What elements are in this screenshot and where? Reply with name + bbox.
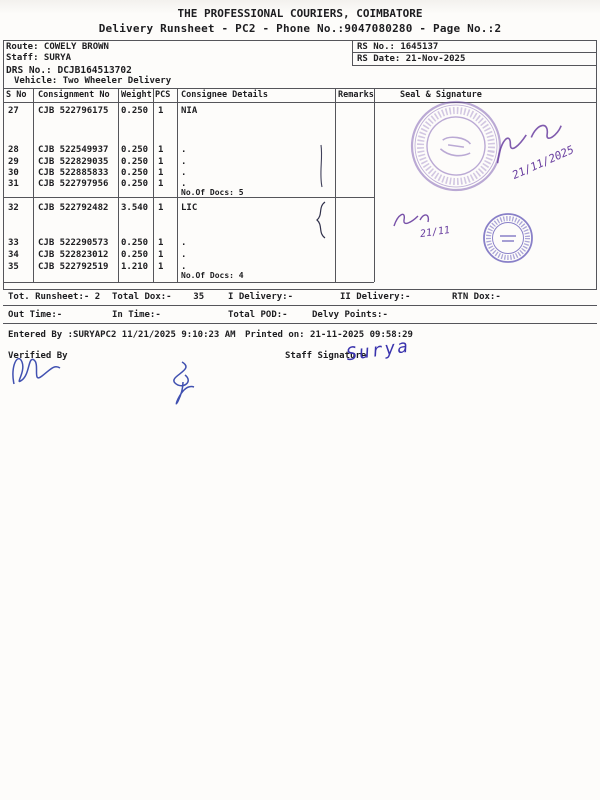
group1-pen-mark: [316, 143, 326, 189]
cell-pcs: 1: [158, 203, 164, 213]
cell-consignment: CJB 522549937: [38, 145, 109, 155]
cell-weight: 0.250: [121, 145, 149, 155]
cell-weight: 1.210: [121, 262, 149, 272]
cell-consignment: CJB 522792482: [38, 203, 109, 213]
total-pod: Total POD:-: [228, 310, 288, 320]
summary-top-border: [3, 289, 597, 290]
cell-pcs: 1: [158, 250, 164, 260]
cell-consignment: CJB 522797956: [38, 179, 109, 189]
i-delivery: I Delivery:-: [228, 292, 294, 302]
cell-consignee: .: [181, 168, 187, 178]
cell-sno: 31: [8, 179, 19, 189]
group2-brace-mark: [314, 200, 328, 240]
docs-count-note: No.Of Docs: 5: [181, 188, 244, 197]
cell-sno: 35: [8, 262, 19, 272]
cell-sno: 29: [8, 157, 19, 167]
cell-weight: 0.250: [121, 157, 149, 167]
cell-consignment: CJB 522792519: [38, 262, 109, 272]
group-divider: [3, 197, 374, 198]
printed-on-text: Printed on: 21-11-2025 09:58:29: [245, 330, 413, 340]
cell-pcs: 1: [158, 145, 164, 155]
table-header-border: [3, 102, 597, 103]
entered-by-text: Entered By :SURYAPC2 11/21/2025 9:10:23 AM: [8, 330, 236, 340]
cell-weight: 0.250: [121, 238, 149, 248]
out-time: Out Time:-: [8, 310, 63, 320]
cell-sno: 30: [8, 168, 19, 178]
cell-pcs: 1: [158, 168, 164, 178]
cell-weight: 0.250: [121, 106, 149, 116]
staff-field: Staff: SURYA: [6, 53, 72, 63]
summary-bottom-border: [3, 323, 597, 324]
rs-date-field: RS Date: 21-Nov-2025: [357, 54, 466, 64]
cell-consignment: CJB 522885833: [38, 168, 109, 178]
cell-pcs: 1: [158, 179, 164, 189]
stamp-date-annotation: 21/11/2025: [510, 143, 577, 182]
company-title: THE PROFESSIONAL COURIERS, COIMBATORE: [177, 7, 423, 20]
delivery-seal-stamp: [482, 212, 534, 264]
col-header-weight: Weight: [121, 90, 152, 100]
cell-weight: 0.250: [121, 168, 149, 178]
cell-consignee: .: [181, 145, 187, 155]
cell-weight: 3.540: [121, 203, 149, 213]
table-row: [0, 179, 600, 191]
ii-delivery: II Delivery:-: [340, 292, 411, 302]
drs-number-field: DRS No.: DCJB164513702: [6, 65, 132, 76]
pod-date-annotation: 21/11: [419, 224, 451, 241]
route-field: Route: COWELY BROWN: [6, 42, 109, 52]
col-header-consignment: Consignment No: [38, 90, 110, 100]
col-header-remarks: Remarks: [338, 90, 374, 100]
cell-consignment: CJB 522823012: [38, 250, 109, 260]
col-header-seal: Seal & Signature: [400, 90, 482, 100]
cell-sno: 32: [8, 203, 19, 213]
cell-consignee: .: [181, 157, 187, 167]
divider: [3, 40, 597, 41]
divider: [352, 65, 597, 66]
cell-sno: 34: [8, 250, 19, 260]
cell-weight: 0.250: [121, 250, 149, 260]
cell-sno: 27: [8, 106, 19, 116]
cell-sno: 33: [8, 238, 19, 248]
verified-by-label: Verified By: [8, 351, 68, 361]
in-time: In Time:-: [112, 310, 161, 320]
cell-consignment: CJB 522290573: [38, 238, 109, 248]
table-row: [0, 106, 600, 118]
cell-consignee: .: [181, 179, 187, 189]
center-signature: [152, 356, 208, 418]
cell-consignment: CJB 522796175: [38, 106, 109, 116]
total-dox: Total Dox:- 35: [112, 292, 205, 302]
cell-consignment: CJB 522829035: [38, 157, 109, 167]
cell-pcs: 1: [158, 157, 164, 167]
cell-consignee: .: [181, 250, 187, 260]
total-runsheet: Tot. Runsheet:- 2: [8, 292, 101, 302]
summary-divider: [3, 305, 597, 306]
staff-signature-label: Staff Signature: [285, 351, 367, 361]
verified-by-signature: [6, 346, 66, 398]
docs-count-note: No.Of Docs: 4: [181, 271, 244, 280]
staff-signature-handwriting: Surya: [344, 335, 412, 366]
runsheet-subtitle: Delivery Runsheet - PC2 - Phone No.:9047080280 - Page No.:2: [98, 22, 502, 35]
divider: [352, 40, 353, 65]
col-header-pcs: PCS: [155, 90, 171, 100]
cell-sno: 28: [8, 145, 19, 155]
col-header-consignee: Consignee Details: [181, 90, 268, 100]
cell-pcs: 1: [158, 238, 164, 248]
delvy-points: Delvy Points:-: [312, 310, 388, 320]
col-header-sno: S No: [6, 90, 27, 100]
rtn-dox: RTN Dox:-: [452, 292, 501, 302]
group-divider: [3, 282, 374, 283]
cell-consignee: LIC: [181, 203, 198, 213]
cell-weight: 0.250: [121, 179, 149, 189]
rs-number-field: RS No.: 1645137: [357, 42, 439, 52]
cell-consignee: NIA: [181, 106, 198, 116]
vehicle-field: Vehicle: Two Wheeler Delivery: [14, 76, 172, 86]
cell-consignee: .: [181, 238, 187, 248]
cell-pcs: 1: [158, 262, 164, 272]
cell-consignee: .: [181, 262, 187, 272]
table-top-border: [3, 88, 597, 89]
cell-pcs: 1: [158, 106, 164, 116]
